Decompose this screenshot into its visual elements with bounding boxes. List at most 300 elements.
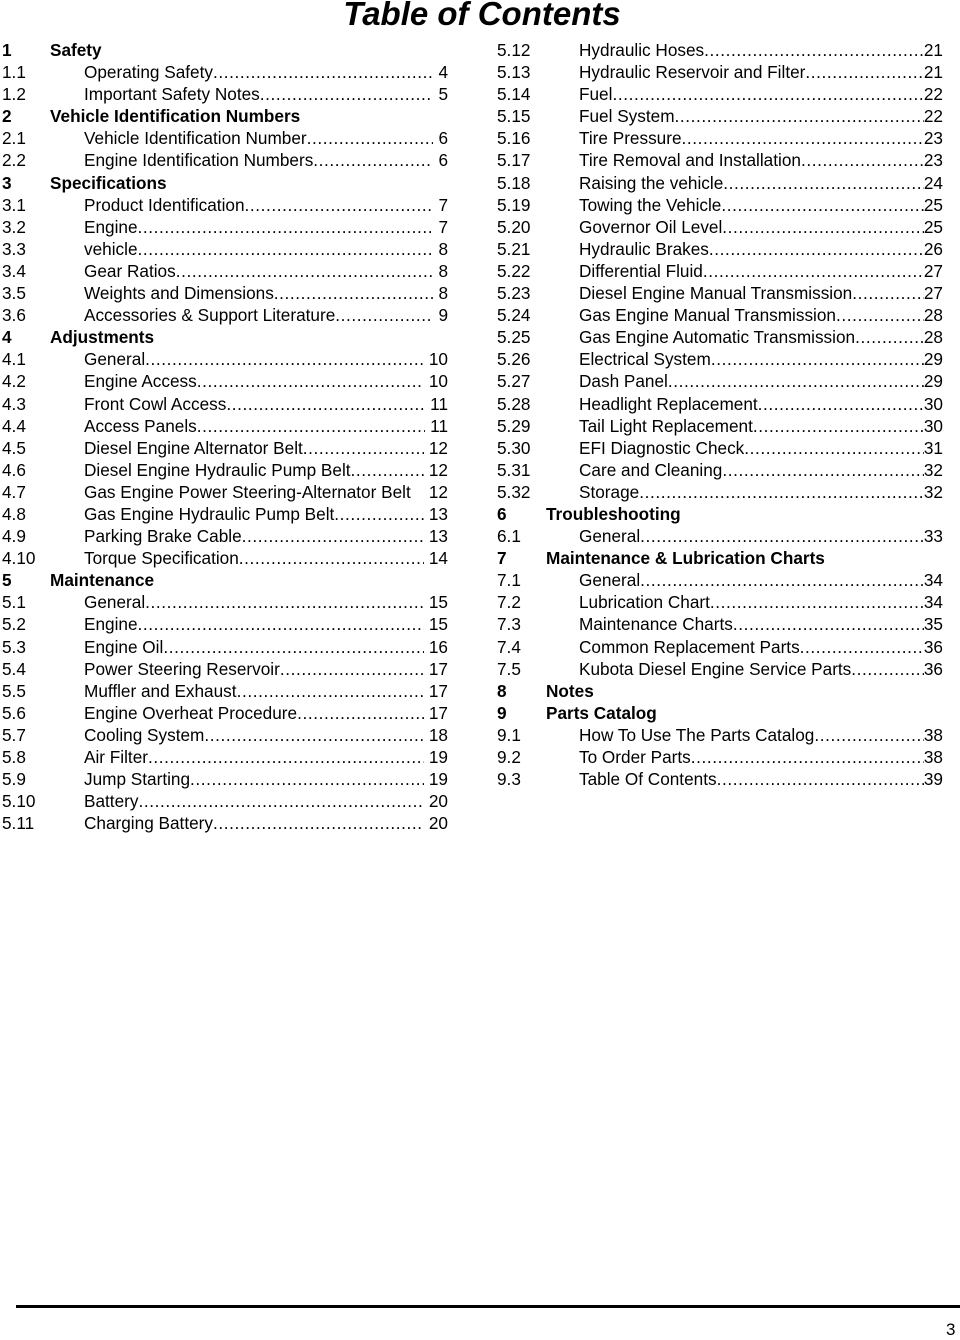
toc-entry[interactable] — [497, 61, 943, 83]
toc-entry-title: Access Panels — [84, 415, 197, 436]
toc-number: 5.7 — [2, 724, 26, 745]
toc-entry-title: Vehicle Identification Number — [84, 128, 307, 149]
toc-entry-line — [579, 393, 943, 415]
toc-number: 5.14 — [497, 84, 531, 105]
dot-leader — [176, 260, 434, 282]
toc-entry-title: General — [579, 570, 641, 591]
toc-number: 5.22 — [497, 260, 531, 281]
toc-entry[interactable] — [497, 525, 943, 547]
toc-entry[interactable] — [497, 282, 943, 304]
toc-number: 4.2 — [2, 371, 26, 392]
toc-page-number: 11 — [430, 393, 448, 414]
toc-number: 5.16 — [497, 128, 531, 149]
toc-entry-line — [579, 613, 943, 635]
toc-number: 5.1 — [2, 592, 26, 613]
toc-entry-line — [579, 437, 943, 459]
toc-entry-line — [579, 105, 943, 127]
toc-entry-title: Torque Specification — [84, 548, 239, 569]
toc-number: 4.4 — [2, 415, 26, 436]
toc-column-right — [497, 39, 943, 790]
toc-entry-line — [84, 216, 448, 238]
toc-page-number: 6 — [438, 150, 448, 171]
toc-entry[interactable] — [2, 525, 448, 547]
dot-leader — [733, 613, 924, 635]
toc-entry-title: Storage — [579, 481, 640, 502]
toc-page-number: 26 — [923, 238, 943, 259]
toc-page-number: 17 — [428, 658, 448, 679]
toc-entry[interactable] — [2, 503, 448, 525]
toc-column-left — [2, 39, 448, 834]
dot-leader — [801, 149, 924, 171]
toc-entry-line — [84, 370, 448, 392]
toc-page-number: 34 — [923, 570, 943, 591]
dot-leader — [237, 680, 424, 702]
toc-entry-title: Maintenance Charts — [579, 614, 733, 635]
toc-chapter — [2, 569, 448, 591]
toc-entry-line — [84, 636, 448, 658]
toc-entry-line — [84, 459, 448, 481]
toc-entry-line — [579, 172, 943, 194]
toc-number: 5.3 — [2, 636, 26, 657]
toc-page-number: 27 — [923, 260, 943, 281]
toc-page-number: 10 — [428, 371, 448, 392]
toc-entry[interactable] — [497, 636, 943, 658]
toc-number: 3.5 — [2, 283, 26, 304]
toc-number: 5.12 — [497, 40, 531, 60]
toc-entry[interactable] — [497, 658, 943, 680]
toc-chapter-title: Safety — [50, 40, 102, 60]
toc-entry-title: General — [579, 526, 641, 547]
toc-entry[interactable] — [2, 790, 448, 812]
dot-leader — [245, 194, 434, 216]
toc-page-number: 8 — [438, 238, 448, 259]
toc-entry-title: Differential Fluid — [579, 260, 703, 281]
toc-page-number: 12 — [428, 459, 448, 480]
toc-page-number: 30 — [923, 393, 943, 414]
toc-page-number: 27 — [923, 283, 943, 304]
toc-entry[interactable] — [2, 591, 448, 613]
toc-entry[interactable] — [2, 393, 448, 415]
toc-number: 5.17 — [497, 150, 531, 171]
dot-leader — [800, 636, 924, 658]
toc-entry[interactable] — [2, 746, 448, 768]
toc-page-number: 36 — [923, 636, 943, 657]
toc-entry-title: Engine — [84, 614, 138, 635]
toc-entry[interactable] — [497, 326, 943, 348]
toc-entry[interactable] — [2, 127, 448, 149]
toc-chapter — [497, 702, 943, 724]
toc-entry[interactable] — [2, 724, 448, 746]
dot-leader — [711, 348, 924, 370]
toc-page-number: 14 — [428, 548, 448, 569]
toc-number: 4.6 — [2, 459, 26, 480]
toc-number: 8 — [497, 680, 507, 701]
toc-entry-line — [84, 415, 448, 437]
toc-number: 6 — [497, 503, 507, 524]
toc-entry-line — [579, 636, 943, 658]
toc-entry[interactable] — [2, 149, 448, 171]
toc-entry-line — [84, 591, 448, 613]
dot-leader — [213, 61, 433, 83]
toc-number: 2.2 — [2, 150, 26, 171]
toc-entry-title: Gas Engine Manual Transmission — [579, 305, 836, 326]
toc-page-number: 15 — [428, 592, 448, 613]
toc-number: 7.3 — [497, 614, 521, 635]
toc-number: 4.9 — [2, 526, 26, 547]
dot-leader — [836, 304, 924, 326]
toc-entry-title: To Order Parts — [579, 747, 691, 767]
toc-entry[interactable] — [497, 613, 943, 635]
toc-entry[interactable] — [2, 636, 448, 658]
toc-page-number: 6 — [438, 128, 448, 149]
toc-entry-line — [579, 481, 943, 503]
toc-entry-title: Hydraulic Reservoir and Filter — [579, 62, 806, 83]
toc-number: 3.4 — [2, 260, 26, 281]
toc-entry[interactable] — [497, 39, 943, 61]
toc-page-number: 24 — [923, 172, 943, 193]
toc-entry-title: Headlight Replacement — [579, 393, 758, 414]
toc-entry-line — [579, 569, 943, 591]
toc-chapter-title: Specifications — [50, 172, 167, 193]
toc-page-number: 12 — [428, 437, 448, 458]
toc-number: 6.1 — [497, 526, 521, 547]
toc-entry[interactable] — [2, 260, 448, 282]
dot-leader — [145, 591, 424, 613]
toc-page-number: 23 — [923, 128, 943, 149]
toc-entry-title: Engine Access — [84, 371, 197, 392]
toc-number: 1.1 — [2, 62, 26, 83]
toc-entry-line — [84, 680, 448, 702]
toc-entry-line — [579, 525, 943, 547]
toc-number: 7.1 — [497, 570, 521, 591]
toc-entry-line — [84, 790, 448, 812]
toc-entry-line — [579, 194, 943, 216]
toc-entry-line — [84, 393, 448, 415]
dot-leader — [197, 370, 424, 392]
toc-entry-line — [84, 260, 448, 282]
dot-leader — [307, 127, 434, 149]
toc-entry-line — [84, 746, 448, 768]
toc-entry-title: Charging Battery — [84, 813, 213, 834]
dot-leader — [709, 238, 924, 260]
toc-entry[interactable] — [497, 105, 943, 127]
toc-entry-line — [579, 83, 943, 105]
dot-leader — [758, 393, 924, 415]
toc-page-number: 15 — [428, 614, 448, 635]
toc-entry-title: Electrical System — [579, 349, 711, 370]
toc-chapter — [497, 680, 943, 702]
dot-leader — [704, 39, 924, 61]
toc-entry[interactable] — [2, 238, 448, 260]
toc-entry-line — [579, 459, 943, 481]
toc-page-number: 28 — [923, 305, 943, 326]
toc-entry-title: Gas Engine Power Steering-Alternator Belt — [84, 481, 411, 502]
dot-leader — [280, 658, 424, 680]
toc-entry-line — [579, 127, 943, 149]
toc-entry[interactable] — [497, 746, 943, 768]
toc-entry-line — [579, 724, 943, 746]
dot-leader — [852, 282, 924, 304]
toc-page-number: 29 — [923, 371, 943, 392]
toc-number: 5 — [2, 570, 12, 591]
toc-entry-line — [84, 194, 448, 216]
toc-page-number: 33 — [923, 526, 943, 547]
toc-page-number: 20 — [428, 813, 448, 834]
toc-entry[interactable] — [2, 680, 448, 702]
toc-page-number: 10 — [428, 349, 448, 370]
toc-entry[interactable] — [497, 459, 943, 481]
toc-entry-line — [84, 282, 448, 304]
toc-page-number: 17 — [428, 680, 448, 701]
toc-number: 5.8 — [2, 747, 26, 767]
toc-entry[interactable] — [2, 61, 448, 83]
toc-number: 7.4 — [497, 636, 521, 657]
toc-entry-line — [579, 746, 943, 768]
toc-entry-title: Accessories & Support Literature — [84, 305, 336, 326]
toc-entry-title: Product Identification — [84, 194, 245, 215]
toc-chapter-title: Parts Catalog — [546, 702, 657, 723]
toc-entry[interactable] — [497, 481, 943, 503]
toc-number: 5.27 — [497, 371, 531, 392]
dot-leader — [710, 591, 924, 613]
toc-chapter-title: Vehicle Identification Numbers — [50, 106, 301, 127]
toc-page-number: 22 — [923, 84, 943, 105]
dot-leader — [682, 127, 924, 149]
toc-entry-line — [579, 282, 943, 304]
toc-entry-line — [579, 658, 943, 680]
toc-entry[interactable] — [497, 238, 943, 260]
toc-entry-title: Operating Safety — [84, 62, 213, 83]
toc-entry-title: Lubrication Chart — [579, 592, 710, 613]
toc-page-number: 25 — [923, 194, 943, 215]
toc-entry[interactable] — [2, 768, 448, 790]
toc-page-number: 16 — [428, 636, 448, 657]
toc-entry[interactable] — [2, 613, 448, 635]
toc-number: 5.25 — [497, 327, 531, 348]
dot-leader — [197, 415, 425, 437]
toc-page-number: 20 — [428, 791, 448, 812]
toc-entry-title: Muffler and Exhaust — [84, 680, 237, 701]
dot-leader — [163, 636, 424, 658]
toc-entry[interactable] — [497, 260, 943, 282]
toc-page-number: 8 — [438, 260, 448, 281]
toc-entry-line — [579, 149, 943, 171]
toc-entry[interactable] — [2, 702, 448, 724]
toc-entry-title: Weights and Dimensions — [84, 283, 274, 304]
toc-entry[interactable] — [2, 370, 448, 392]
toc-entry-line — [579, 260, 943, 282]
toc-chapter — [2, 105, 448, 127]
toc-number: 7.5 — [497, 658, 521, 679]
dot-leader — [753, 415, 924, 437]
toc-page-number: 8 — [438, 283, 448, 304]
toc-entry[interactable] — [2, 437, 448, 459]
toc-entry-title: Governor Oil Level — [579, 216, 723, 237]
page-title: Table of Contents — [343, 0, 621, 32]
toc-page-number: 12 — [428, 481, 448, 502]
toc-entry-title: Tire Removal and Installation — [579, 150, 801, 171]
toc-number: 5.24 — [497, 305, 531, 326]
toc-number: 5.18 — [497, 172, 531, 193]
toc-number: 4.7 — [2, 481, 26, 502]
toc-entry[interactable] — [2, 282, 448, 304]
toc-entry[interactable] — [2, 348, 448, 370]
toc-number: 9.3 — [497, 769, 521, 790]
dot-leader — [851, 658, 924, 680]
toc-entry-title: Engine Identification Numbers — [84, 150, 314, 171]
dot-leader — [138, 790, 423, 812]
toc-page-number: 32 — [923, 481, 943, 502]
toc-entry-title: Parking Brake Cable — [84, 526, 242, 547]
toc-entry-line — [579, 591, 943, 613]
toc-entry[interactable] — [497, 304, 943, 326]
toc-entry[interactable] — [497, 724, 943, 746]
toc-page-number: 13 — [428, 526, 448, 547]
toc-page-number: 34 — [923, 592, 943, 613]
toc-entry[interactable] — [497, 194, 943, 216]
dot-leader — [334, 503, 424, 525]
dot-leader — [274, 282, 434, 304]
footer-rule — [16, 1305, 960, 1308]
toc-chapter — [2, 172, 448, 194]
dot-leader — [855, 326, 924, 348]
toc-entry[interactable] — [2, 547, 448, 569]
toc-entry-line — [84, 61, 448, 83]
toc-page-number: 5 — [438, 84, 448, 105]
toc-page-number: 25 — [923, 216, 943, 237]
toc-number: 5.15 — [497, 106, 531, 127]
toc-entry[interactable] — [2, 481, 448, 503]
toc-entry-line — [579, 370, 943, 392]
toc-entry-title: Table Of Contents — [579, 769, 717, 790]
dot-leader — [639, 481, 924, 503]
toc-entry[interactable] — [497, 83, 943, 105]
toc-entry-title: Tail Light Replacement — [579, 415, 753, 436]
toc-entry[interactable] — [497, 149, 943, 171]
toc-number: 3 — [2, 172, 12, 193]
toc-entry[interactable] — [497, 393, 943, 415]
toc-entry[interactable] — [497, 127, 943, 149]
toc-number: 2.1 — [2, 128, 26, 149]
toc-entry[interactable] — [497, 415, 943, 437]
dot-leader — [351, 459, 424, 481]
toc-entry-line — [84, 658, 448, 680]
toc-entry-line — [84, 547, 448, 569]
toc-entry[interactable] — [2, 415, 448, 437]
toc-number: 5.20 — [497, 216, 531, 237]
toc-entry-title: Engine Oil — [84, 636, 164, 657]
toc-number: 9.1 — [497, 724, 521, 745]
dot-leader — [190, 768, 424, 790]
toc-entry[interactable] — [2, 459, 448, 481]
toc-chapter — [497, 547, 943, 569]
toc-page-number: 7 — [438, 194, 448, 215]
dot-leader — [612, 83, 923, 105]
dot-leader — [335, 304, 433, 326]
toc-number: 5.28 — [497, 393, 531, 414]
toc-number: 4.8 — [2, 503, 26, 524]
toc-number: 2 — [2, 106, 12, 127]
toc-page-number: 35 — [923, 614, 943, 635]
toc-entry[interactable] — [497, 348, 943, 370]
toc-entry-line — [579, 348, 943, 370]
dot-leader — [640, 525, 924, 547]
toc-entry-title: How To Use The Parts Catalog — [579, 724, 815, 745]
toc-entry[interactable] — [497, 370, 943, 392]
toc-entry-line — [579, 238, 943, 260]
toc-entry-title: Diesel Engine Alternator Belt — [84, 437, 303, 458]
toc-page-number: 13 — [428, 503, 448, 524]
toc-page-number: 39 — [923, 769, 943, 790]
toc-number: 5.10 — [2, 791, 36, 812]
toc-entry-line — [84, 525, 448, 547]
toc-entry-line — [579, 61, 943, 83]
toc-entry-line — [84, 83, 448, 105]
toc-number: 3.3 — [2, 238, 26, 259]
toc-entry-line — [84, 348, 448, 370]
dot-leader — [145, 348, 424, 370]
toc-entry[interactable] — [497, 172, 943, 194]
toc-entry[interactable] — [2, 194, 448, 216]
dot-leader — [722, 216, 924, 238]
toc-page-number: 19 — [428, 769, 448, 790]
toc-entry-line — [84, 724, 448, 746]
toc-number: 4.5 — [2, 437, 26, 458]
toc-entry[interactable] — [497, 768, 943, 790]
dot-leader — [668, 370, 924, 392]
toc-entry-line — [84, 702, 448, 724]
toc-entry[interactable] — [2, 304, 448, 326]
dot-leader — [242, 525, 424, 547]
toc-number: 7 — [497, 548, 507, 569]
toc-page-number: 9 — [438, 305, 448, 326]
toc-entry[interactable] — [497, 569, 943, 591]
toc-entry[interactable] — [497, 216, 943, 238]
toc-page-number: 19 — [428, 747, 448, 767]
toc-entry-line — [84, 812, 448, 834]
toc-number: 4.1 — [2, 349, 26, 370]
toc-page-number: 29 — [923, 349, 943, 370]
dot-leader — [805, 61, 924, 83]
toc-entry[interactable] — [497, 591, 943, 613]
dot-leader — [303, 437, 424, 459]
toc-number: 5.4 — [2, 658, 26, 679]
toc-entry-title: Battery — [84, 791, 139, 812]
toc-number: 5.13 — [497, 62, 531, 83]
dot-leader — [138, 216, 434, 238]
toc-entry-title: Jump Starting — [84, 769, 191, 790]
toc-entry-title: EFI Diagnostic Check — [579, 437, 745, 458]
dot-leader — [239, 547, 424, 569]
dot-leader — [138, 613, 424, 635]
toc-number: 5.6 — [2, 702, 26, 723]
toc-entry[interactable] — [2, 83, 448, 105]
toc-number: 5.2 — [2, 614, 26, 635]
toc-entry[interactable] — [2, 216, 448, 238]
toc-entry-title: Fuel — [579, 84, 613, 105]
toc-entry[interactable] — [2, 658, 448, 680]
toc-page-number: 7 — [438, 216, 448, 237]
toc-entry-line — [579, 415, 943, 437]
toc-entry-title: Diesel Engine Manual Transmission — [579, 283, 853, 304]
toc-entry[interactable] — [2, 812, 448, 834]
dot-leader — [213, 812, 424, 834]
dot-leader — [723, 172, 924, 194]
toc-entry[interactable] — [497, 437, 943, 459]
toc-entry-line — [84, 503, 448, 525]
toc-number: 5.11 — [2, 813, 35, 834]
toc-entry-title: Engine Overheat Procedure — [84, 702, 298, 723]
